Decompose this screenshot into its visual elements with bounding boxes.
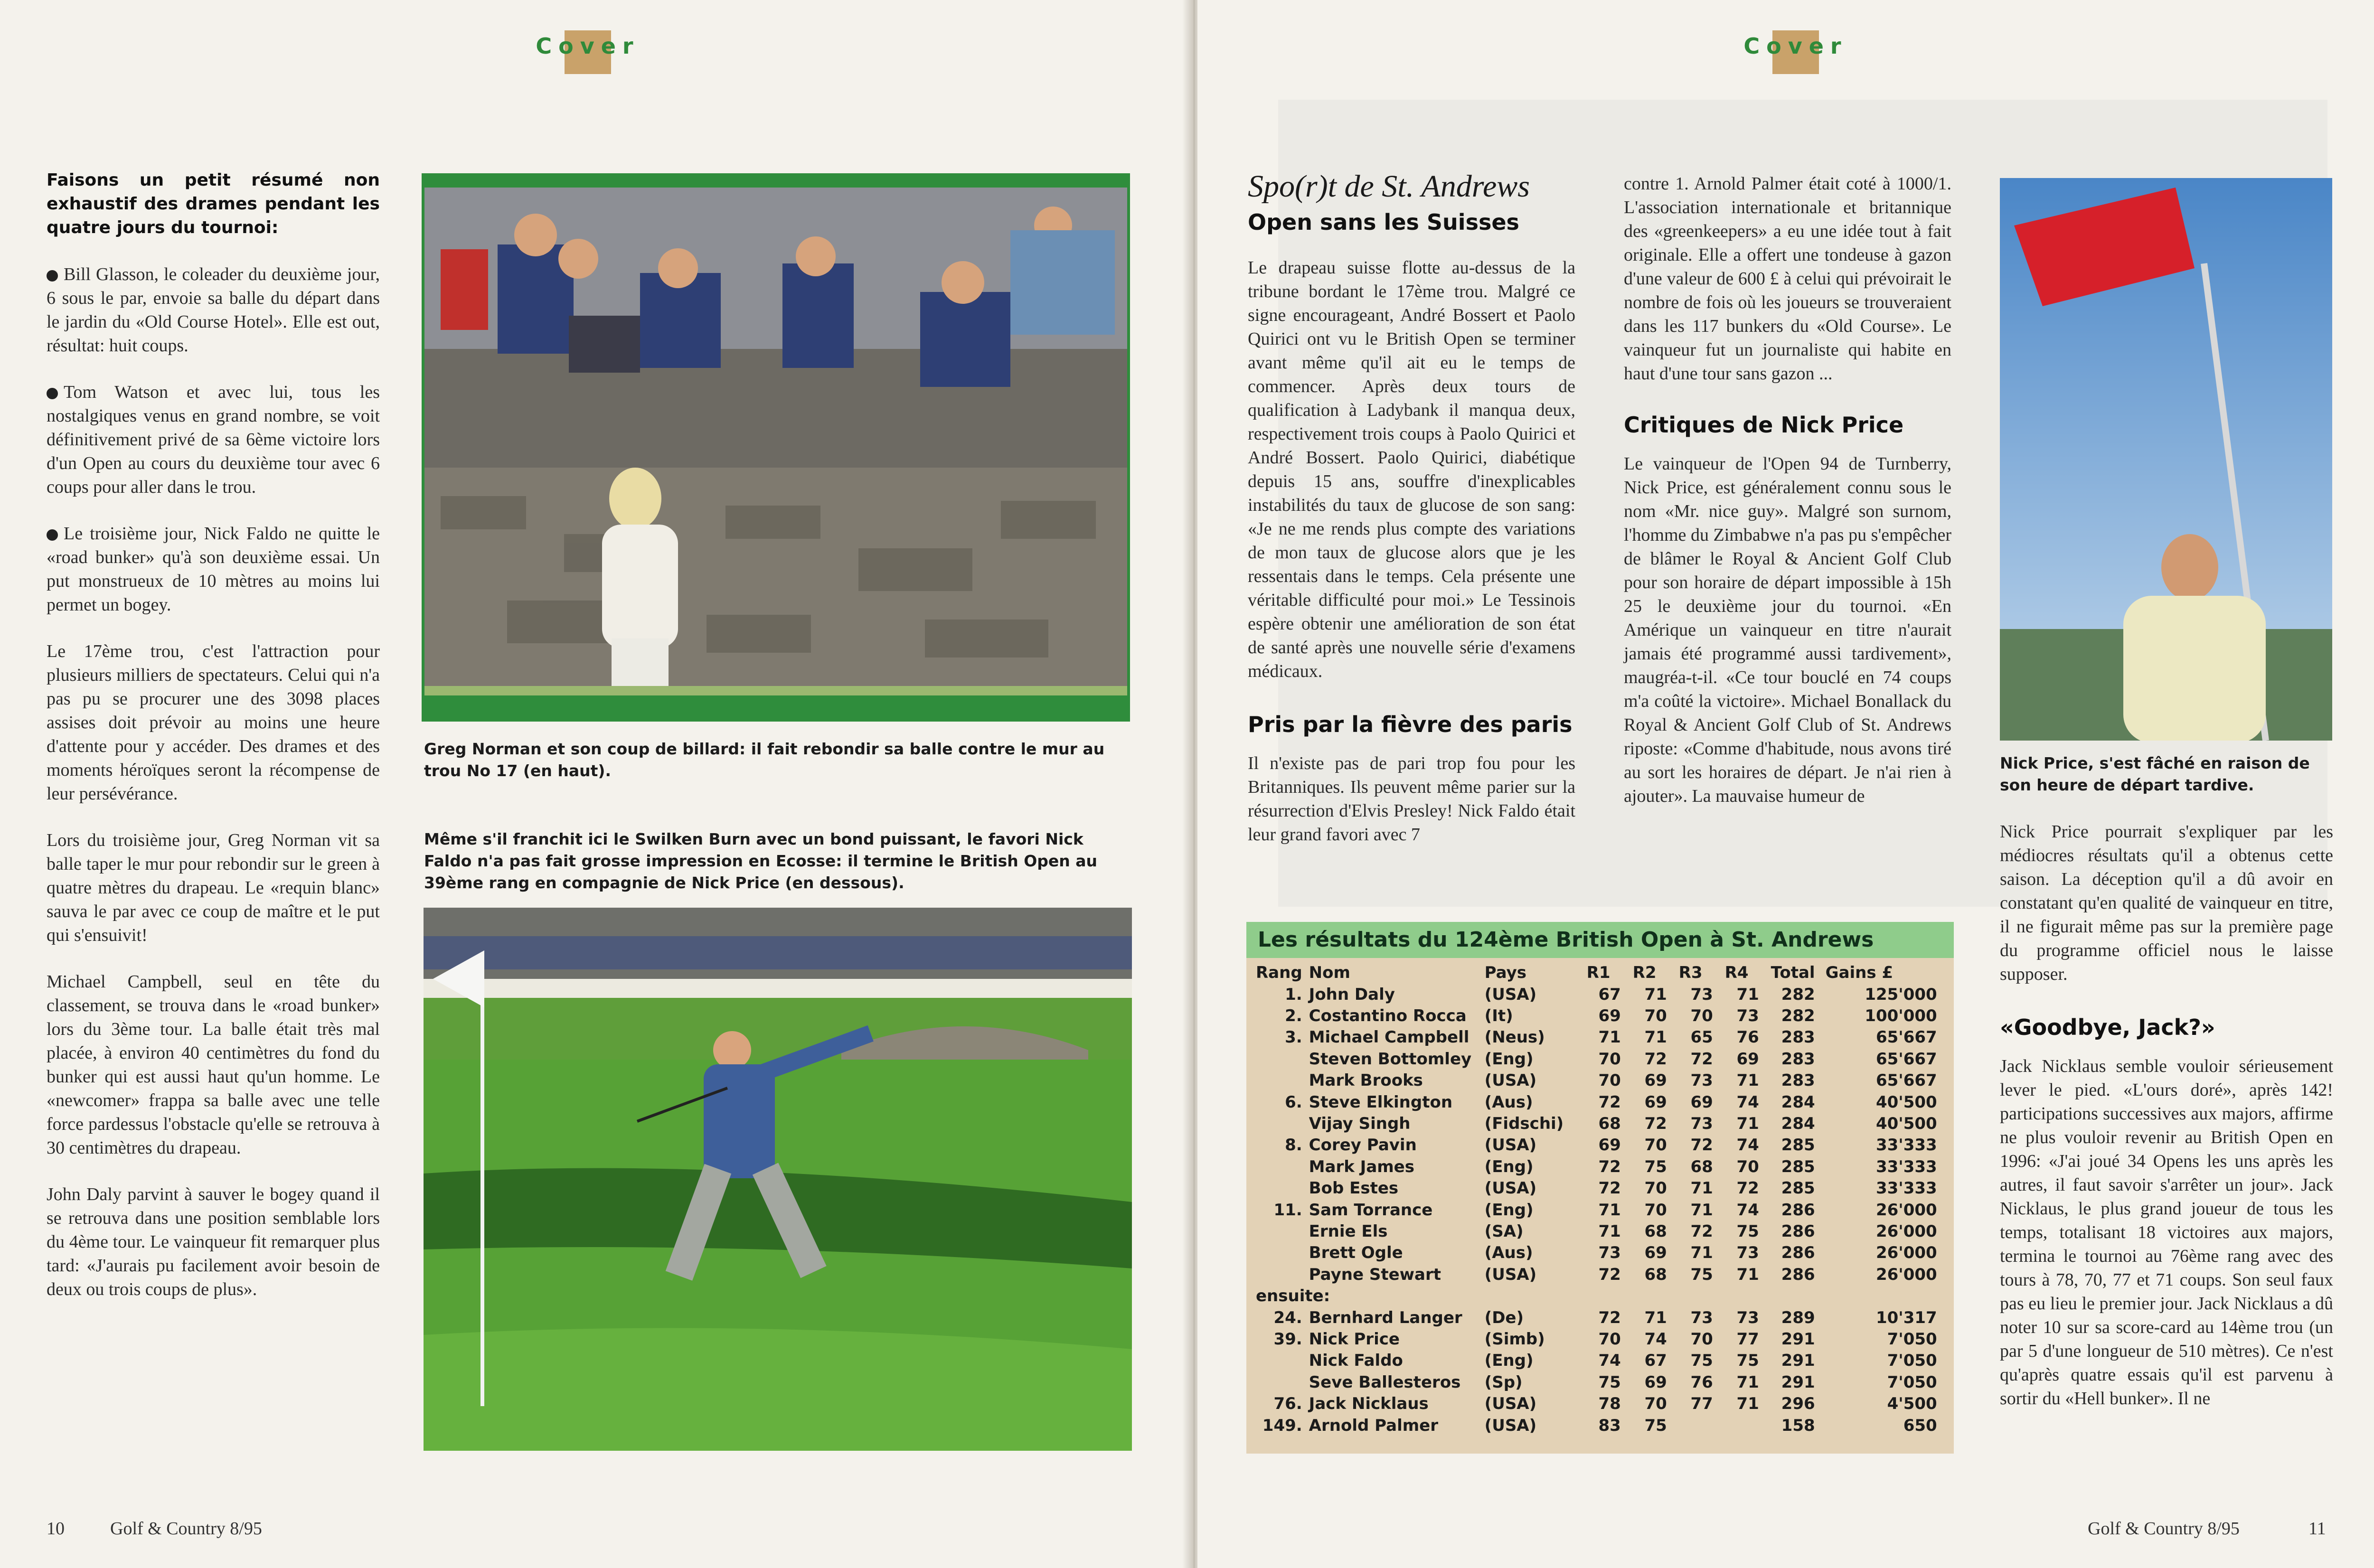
cell-r3: 75 bbox=[1690, 1351, 1713, 1371]
table-row bbox=[1256, 1371, 1937, 1393]
table-row bbox=[1256, 1156, 1937, 1177]
cell-rank: 149. bbox=[1262, 1416, 1302, 1435]
cell-r1: 72 bbox=[1598, 1179, 1621, 1198]
cell-r4: 74 bbox=[1736, 1200, 1759, 1220]
results-body bbox=[1256, 984, 1937, 1436]
cell-r4: 71 bbox=[1736, 1372, 1759, 1392]
body-paragraph: Le 17ème trou, c'est l'attraction pour plusieurs milliers de spectateurs. Celui qui n'a pas pu se procurer une des 3098 places assises doit prévoir au moins une heure d'attente pour y accéder. Des drames et des moments héroïques seront la récompense de leur persévérance. bbox=[47, 641, 380, 804]
cell-total: 284 bbox=[1781, 1092, 1815, 1112]
cell-rank bbox=[1256, 1350, 1309, 1371]
cell-r3: 68 bbox=[1690, 1157, 1713, 1176]
cell-r3: 73 bbox=[1690, 1071, 1713, 1090]
table-row bbox=[1256, 1070, 1937, 1091]
cell-total: 282 bbox=[1781, 985, 1815, 1004]
results-header-row bbox=[1256, 962, 1937, 984]
cell-country: (Aus) bbox=[1484, 1243, 1533, 1263]
cell-country: (Neus) bbox=[1484, 1028, 1545, 1047]
article-paragraph: Le vainqueur de l'Open 94 de Turnberry, Nick Price, est généralement connu sous le nom «Mr. nice guy». Malgré son surnom, l'homme du Zimbabwe n'a pas pu s'empêcher de blâmer le Royal & Ancient Golf Club pour son horaire de départ impossible à 15h 25 le deuxième jour du tournoi. «En Amérique un vainqueur en titre n'aurait jamais été programmé aussi tardivement», maugréa-t-il. «Ce tour bouclé en 74 coups m'a coûté la victoire». Michael Bonallack du Royal & Ancient Golf Club of St. Andrews riposte: «Comme d'habitude, nous avons tiré au sort les horaires de départ. Je n'ai rien à ajouter». La mauvaise humeur de bbox=[1624, 454, 1951, 806]
cell-country: (USA) bbox=[1484, 1394, 1537, 1414]
table-row bbox=[1256, 1048, 1937, 1070]
cell-r1: 71 bbox=[1598, 1200, 1621, 1220]
cell-country: (Fidschi) bbox=[1484, 1114, 1564, 1134]
cell-r3: 72 bbox=[1690, 1221, 1713, 1241]
cell-r4: 71 bbox=[1736, 1265, 1759, 1284]
cell-name: Arnold Palmer bbox=[1309, 1416, 1439, 1435]
cell-country: (Aus) bbox=[1484, 1092, 1533, 1112]
cell-total: 285 bbox=[1781, 1179, 1815, 1198]
cell-r4: 69 bbox=[1736, 1049, 1759, 1069]
cell-r2: 71 bbox=[1644, 1028, 1667, 1047]
page-number: 11 bbox=[2308, 1519, 2326, 1539]
cell-r2: 72 bbox=[1644, 1049, 1667, 1069]
results-title: Les résultats du 124ème British Open à St. Andrews bbox=[1246, 922, 1954, 958]
bullet-item: Tom Watson et avec lui, tous les nostalgiques venus en grand nombre, se voit définitivement privé de sa 6ème victoire lors d'un Open au cours du deuxième tour avec 6 coups pour aller dans le trou. bbox=[47, 382, 380, 497]
bullet-item: Bill Glasson, le coleader du deuxième jour, 6 sous le par, envoie sa balle du départ dans le jardin du «Old Course Hotel». Elle est out, résultat: huit coups. bbox=[47, 264, 380, 356]
cell-r2: 68 bbox=[1644, 1221, 1667, 1241]
cell-r2: 70 bbox=[1644, 1200, 1667, 1220]
cell-rank bbox=[1256, 1371, 1309, 1393]
cell-rank: 1. bbox=[1285, 985, 1302, 1004]
subheading-paris: Pris par la fièvre des paris bbox=[1248, 712, 1573, 737]
article-paragraph: Nick Price pourrait s'expliquer par les médiocres résultats qu'il a obtenus cette saison. La déception qu'il a dû avoir en constatant qu'en qualité de vainqueur en titre, il ne figurait même pas sur la première page du programme officiel nous le laisse supposer. bbox=[2000, 822, 2333, 984]
table-row bbox=[1256, 984, 1937, 1005]
magazine-footer: Golf & Country 8/95 bbox=[2088, 1519, 2240, 1539]
photo-nick-price bbox=[2000, 178, 2332, 741]
cell-country: (It) bbox=[1484, 1006, 1513, 1026]
cell-r4: 73 bbox=[1736, 1308, 1759, 1327]
cell-r1: 67 bbox=[1598, 985, 1621, 1004]
cell-name: Corey Pavin bbox=[1309, 1136, 1417, 1155]
cell-total: 296 bbox=[1781, 1394, 1815, 1414]
photo-nick-price-image bbox=[2000, 178, 2332, 741]
cell-gains: 100'000 bbox=[1865, 1006, 1937, 1026]
cell-name: Costantino Rocca bbox=[1309, 1006, 1467, 1026]
cell-r4 bbox=[1725, 1415, 1771, 1436]
table-row bbox=[1256, 1199, 1937, 1221]
cell-rank bbox=[1256, 1264, 1309, 1285]
cell-r2: 69 bbox=[1644, 1071, 1667, 1090]
cell-name: Nick Faldo bbox=[1309, 1351, 1403, 1371]
cell-r3: 71 bbox=[1690, 1243, 1713, 1263]
cell-name: Ernie Els bbox=[1309, 1221, 1388, 1241]
table-row bbox=[1256, 1242, 1937, 1264]
cell-gains: 65'667 bbox=[1875, 1049, 1937, 1069]
headline-sans: Open sans les Suisses bbox=[1248, 209, 1519, 235]
cell-r1: 70 bbox=[1598, 1071, 1621, 1090]
cell-r4: 74 bbox=[1736, 1136, 1759, 1155]
cell-country: (Eng) bbox=[1484, 1200, 1534, 1220]
cell-total: 285 bbox=[1781, 1136, 1815, 1155]
col-r3: R3 bbox=[1678, 963, 1703, 982]
table-row bbox=[1256, 1178, 1937, 1199]
section-label: ensuite: bbox=[1256, 1286, 1330, 1306]
cell-r4: 71 bbox=[1736, 1114, 1759, 1134]
cell-rank: 2. bbox=[1285, 1006, 1302, 1026]
cell-gains: 26'000 bbox=[1875, 1265, 1937, 1284]
cell-r3: 69 bbox=[1690, 1092, 1713, 1112]
cell-gains: 40'500 bbox=[1875, 1092, 1937, 1112]
cell-gains: 125'000 bbox=[1865, 985, 1937, 1004]
photo-nick-faldo bbox=[424, 908, 1132, 1451]
cell-r3: 73 bbox=[1690, 1308, 1713, 1327]
cell-r1: 72 bbox=[1598, 1157, 1621, 1176]
cell-r4: 71 bbox=[1736, 985, 1759, 1004]
caption-greg-norman: Greg Norman et son coup de billard: il fait rebondir sa balle contre le mur au trou No 17 (en haut). bbox=[424, 740, 1105, 780]
cell-r2: 71 bbox=[1644, 1308, 1667, 1327]
cell-r4: 77 bbox=[1736, 1329, 1759, 1349]
cell-r1: 73 bbox=[1598, 1243, 1621, 1263]
headline-serif: Spo(r)t de St. Andrews bbox=[1248, 169, 1530, 204]
cell-r1: 78 bbox=[1598, 1394, 1621, 1414]
cell-r4: 71 bbox=[1736, 1394, 1759, 1414]
cell-country: (Eng) bbox=[1484, 1049, 1534, 1069]
photo-greg-norman-image bbox=[422, 173, 1130, 722]
cell-country: (SA) bbox=[1484, 1221, 1524, 1241]
cell-total: 291 bbox=[1781, 1329, 1815, 1349]
cell-name: Vijay Singh bbox=[1309, 1114, 1411, 1134]
cell-r2: 68 bbox=[1644, 1265, 1667, 1284]
photo-nick-faldo-image bbox=[424, 908, 1132, 1451]
cell-name: Seve Ballesteros bbox=[1309, 1372, 1461, 1392]
cell-total: 291 bbox=[1781, 1372, 1815, 1392]
cell-country: (Simb) bbox=[1484, 1329, 1545, 1349]
bullet-icon bbox=[47, 270, 58, 282]
cell-r3: 73 bbox=[1690, 1114, 1713, 1134]
cell-rank bbox=[1256, 1156, 1309, 1177]
table-row bbox=[1256, 1393, 1937, 1414]
cell-rank bbox=[1256, 1113, 1309, 1134]
cell-country: (USA) bbox=[1484, 1416, 1537, 1435]
right-column-1 bbox=[1248, 169, 1575, 846]
cell-r3: 70 bbox=[1690, 1006, 1713, 1026]
cell-r1: 70 bbox=[1598, 1049, 1621, 1069]
article-paragraph: Jack Nicklaus semble vouloir sérieusement lever le pied. «L'ours doré», après 142! participations successives aux majors, affirme ne plus vouloir revenir au British Open en 1996: «J'ai joué 34 Opens les uns après les autres, il faut savoir s'arrêter un jour». Jack Nicklaus, le plus grand joueur de tous les temps, totalisant 18 victoires aux majors, termina le tournoi au 76ème rang avec des tours à 78, 70, 77 et 71 coups. Son seul faux pas eu lieu le premier jour. Jack Nicklaus a dû noter 10 sur sa score-card au 14ème trou (un par 5 d'une longueur de 510 mètres). Ce n'est qu'après quatre essais qu'il est parvenu à sortir du «Hell bunker». Il ne bbox=[2000, 1056, 2333, 1408]
col-name: Nom bbox=[1309, 963, 1350, 982]
right-column-3 bbox=[2000, 752, 2333, 1410]
cell-r3: 72 bbox=[1690, 1049, 1713, 1069]
table-row bbox=[1256, 1221, 1937, 1242]
cell-gains: 26'000 bbox=[1875, 1243, 1937, 1263]
cell-r3: 76 bbox=[1690, 1372, 1713, 1392]
table-row bbox=[1256, 1027, 1937, 1048]
cell-total: 286 bbox=[1781, 1221, 1815, 1241]
cell-r2: 69 bbox=[1644, 1372, 1667, 1392]
cell-gains: 33'333 bbox=[1875, 1136, 1937, 1155]
cell-rank: 8. bbox=[1285, 1136, 1302, 1155]
cell-r3: 71 bbox=[1690, 1179, 1713, 1198]
cell-name: Michael Campbell bbox=[1309, 1028, 1470, 1047]
table-row bbox=[1256, 1415, 1937, 1436]
cell-total: 158 bbox=[1781, 1416, 1815, 1435]
cell-r2: 70 bbox=[1644, 1394, 1667, 1414]
cell-r4: 75 bbox=[1736, 1221, 1759, 1241]
cell-name: Mark Brooks bbox=[1309, 1071, 1423, 1090]
cell-r2: 67 bbox=[1644, 1351, 1667, 1371]
cell-rank: 6. bbox=[1285, 1092, 1302, 1112]
col-total: Total bbox=[1771, 963, 1815, 982]
table-row bbox=[1256, 1328, 1937, 1350]
cell-total: 291 bbox=[1781, 1351, 1815, 1371]
table-row bbox=[1256, 1135, 1937, 1156]
table-row bbox=[1256, 1350, 1937, 1371]
cell-r2: 70 bbox=[1644, 1179, 1667, 1198]
cell-r4: 75 bbox=[1736, 1351, 1759, 1371]
cell-name: John Daly bbox=[1309, 985, 1395, 1004]
magazine-footer: Golf & Country 8/95 bbox=[110, 1519, 262, 1539]
cell-name: Jack Nicklaus bbox=[1309, 1394, 1429, 1414]
cell-r1: 71 bbox=[1598, 1221, 1621, 1241]
cell-r3 bbox=[1679, 1415, 1725, 1436]
cell-gains: 7'050 bbox=[1887, 1372, 1937, 1392]
col-r1: R1 bbox=[1586, 963, 1611, 982]
cell-r3: 70 bbox=[1690, 1329, 1713, 1349]
cell-r1: 69 bbox=[1598, 1136, 1621, 1155]
table-row bbox=[1256, 1091, 1937, 1113]
cell-r1: 70 bbox=[1598, 1329, 1621, 1349]
cell-name: Brett Ogle bbox=[1309, 1243, 1403, 1263]
cell-country: (USA) bbox=[1484, 1179, 1537, 1198]
cell-name: Bob Estes bbox=[1309, 1179, 1399, 1198]
photo-greg-norman bbox=[422, 173, 1130, 722]
cell-r2: 72 bbox=[1644, 1114, 1667, 1134]
cell-r1: 72 bbox=[1598, 1265, 1621, 1284]
cell-r3: 65 bbox=[1690, 1028, 1713, 1047]
cell-total: 286 bbox=[1781, 1265, 1815, 1284]
cell-rank bbox=[1256, 1178, 1309, 1199]
cell-rank: 39. bbox=[1273, 1329, 1302, 1349]
cell-r1: 74 bbox=[1598, 1351, 1621, 1371]
section-kicker: Cover bbox=[526, 33, 650, 59]
cell-r3: 75 bbox=[1690, 1265, 1713, 1284]
cell-r3: 71 bbox=[1690, 1200, 1713, 1220]
cell-r3: 77 bbox=[1690, 1394, 1713, 1414]
cell-r4: 73 bbox=[1736, 1006, 1759, 1026]
cell-r1: 71 bbox=[1598, 1028, 1621, 1047]
cell-r1: 69 bbox=[1598, 1006, 1621, 1026]
cell-total: 283 bbox=[1781, 1049, 1815, 1069]
cell-r2: 70 bbox=[1644, 1136, 1667, 1155]
cell-gains: 650 bbox=[1903, 1416, 1937, 1435]
cell-r1: 68 bbox=[1598, 1114, 1621, 1134]
cell-r3: 73 bbox=[1690, 985, 1713, 1004]
cell-total: 286 bbox=[1781, 1243, 1815, 1263]
table-row bbox=[1256, 1285, 1937, 1306]
cell-country: (Eng) bbox=[1484, 1157, 1534, 1176]
cell-r4: 74 bbox=[1736, 1092, 1759, 1112]
cell-gains: 7'050 bbox=[1887, 1351, 1937, 1371]
cell-rank: 11. bbox=[1273, 1200, 1302, 1220]
cell-total: 285 bbox=[1781, 1157, 1815, 1176]
cell-r3: 72 bbox=[1690, 1136, 1713, 1155]
bullet-icon bbox=[47, 529, 58, 541]
cell-rank bbox=[1256, 1048, 1309, 1070]
cell-r2: 74 bbox=[1644, 1329, 1667, 1349]
cell-gains: 26'000 bbox=[1875, 1200, 1937, 1220]
subheading-price: Critiques de Nick Price bbox=[1624, 412, 1904, 438]
cell-rank bbox=[1256, 1221, 1309, 1242]
table-row bbox=[1256, 1307, 1937, 1328]
cell-country: (USA) bbox=[1484, 1071, 1537, 1090]
cell-gains: 33'333 bbox=[1875, 1157, 1937, 1176]
cell-gains: 7'050 bbox=[1887, 1329, 1937, 1349]
col-country: Pays bbox=[1484, 963, 1526, 982]
cell-name: Steve Elkington bbox=[1309, 1092, 1453, 1112]
col-r4: R4 bbox=[1724, 963, 1749, 982]
cell-gains: 4'500 bbox=[1887, 1394, 1937, 1414]
cell-name: Steven Bottomley bbox=[1309, 1049, 1472, 1069]
body-paragraph: Lors du troisième jour, Greg Norman vit sa balle taper le mur pour rebondir sur le green à quatre mètres du drapeau. Le «requin blanc» sauva le par avec ce coup de maître et le put qui s'ensuivit! bbox=[47, 830, 380, 945]
cell-country: (Eng) bbox=[1484, 1351, 1534, 1371]
cell-gains: 10'317 bbox=[1875, 1308, 1937, 1327]
cell-r2: 70 bbox=[1644, 1006, 1667, 1026]
cell-r2: 71 bbox=[1644, 985, 1667, 1004]
cell-r4: 76 bbox=[1736, 1028, 1759, 1047]
cell-r4: 70 bbox=[1736, 1157, 1759, 1176]
cell-name: Bernhard Langer bbox=[1309, 1308, 1462, 1327]
caption-nick-faldo: Même s'il franchit ici le Swilken Burn avec un bond puissant, le favori Nick Faldo n'a pas fait grosse impression en Ecosse: il termine le British Open au 39ème rang en compagnie de Nick Price (en dessous). bbox=[424, 830, 1098, 892]
table-row bbox=[1256, 1264, 1937, 1285]
cell-rank bbox=[1256, 1070, 1309, 1091]
cell-name: Nick Price bbox=[1309, 1329, 1400, 1349]
article-paragraph: Il n'existe pas de pari trop fou pour les Britanniques. Ils peuvent même parier sur la résurrection d'Elvis Presley! Nick Faldo était leur grand favori avec 7 bbox=[1248, 753, 1575, 845]
left-text-column bbox=[47, 169, 380, 1324]
cell-rank: 3. bbox=[1285, 1028, 1302, 1047]
cell-total: 284 bbox=[1781, 1114, 1815, 1134]
cell-rank: 24. bbox=[1273, 1308, 1302, 1327]
cell-r1: 83 bbox=[1598, 1416, 1621, 1435]
bullet-icon bbox=[47, 388, 58, 399]
cell-country: (USA) bbox=[1484, 1136, 1537, 1155]
cell-gains: 33'333 bbox=[1875, 1179, 1937, 1198]
body-paragraph: John Daly parvint à sauver le bogey quand il se retrouva dans une position semblable lors du 4ème tour. Le vainqueur fit remarquer plus tard: «J'aurais pu facilement avoir besoin de deux ou trois coups de plus». bbox=[47, 1184, 380, 1299]
article-paragraph: Le drapeau suisse flotte au-dessus de la tribune bordant le 17ème trou. Malgré ce signe encourageant, André Bossert et Paolo Quirici ont vu le British Open se terminer avant même qu'il ait eu le temps de commencer. Après deux tours de qualification à Ladybank il manqua deux, respectivement trois coups à Paolo Quirici et André Bossert. Paolo Quirici, diabétique depuis 15 ans, souffre d'inexplicables instabilités du taux de glucose de son sang: «Je ne me rends plus compte des variations de mon taux de glucose alors que je les ressentais dans le temps. Cela présente une véritable difficulté pour moi.» Le Tessinois espère obtenir une amélioration de son état de santé après une nouvelle série d'examens médicaux. bbox=[1248, 258, 1575, 681]
col-rank: Rang bbox=[1256, 963, 1302, 982]
cell-r2: 75 bbox=[1644, 1157, 1667, 1176]
cell-name: Mark James bbox=[1309, 1157, 1414, 1176]
subheading-jack: «Goodbye, Jack?» bbox=[2000, 1014, 2215, 1040]
cell-r1: 75 bbox=[1598, 1372, 1621, 1392]
results-table-box bbox=[1246, 922, 1954, 1454]
cell-name: Sam Torrance bbox=[1309, 1200, 1433, 1220]
cell-total: 286 bbox=[1781, 1200, 1815, 1220]
article-paragraph: contre 1. Arnold Palmer était coté à 1000/1. L'association internationale et britannique des «greenkeepers» a eu une idée tout à fait originale. Elle a offert une tondeuse à gazon d'une valeur de 600 £ à celui qui prévoirait le nombre de fois où les joueurs se trouveraient dans les 117 bunkers du «Old Course». Le vainqueur fut un journaliste qui habite en haut d'une tour sans gazon ... bbox=[1624, 174, 1951, 384]
cell-r4: 71 bbox=[1736, 1071, 1759, 1090]
cell-total: 283 bbox=[1781, 1028, 1815, 1047]
cell-gains: 65'667 bbox=[1875, 1071, 1937, 1090]
body-paragraph: Michael Campbell, seul en tête du classement, se trouva dans le «road bunker» lors du 3ème tour. La balle était très mal placée, à environ 40 centimètres du fond du bunker qui est aussi haut qu'un homme. Le «newcomer» frappa sa balle avec une telle force pardessus l'obstacle qu'elle se retrouva à 30 centimètres du drapeau. bbox=[47, 972, 380, 1158]
bullet-item: Le troisième jour, Nick Faldo ne quitte le «road bunker» qu'à son deuxième essai. Un put monstrueux de 10 mètres au moins lui permet un bogey. bbox=[47, 524, 380, 615]
right-column-2 bbox=[1624, 172, 1951, 808]
intro-paragraph: Faisons un petit résumé non exhaustif des drames pendant les quatre jours du tournoi: bbox=[47, 170, 380, 237]
cell-rank: 76. bbox=[1273, 1394, 1302, 1414]
cell-r2: 69 bbox=[1644, 1243, 1667, 1263]
cell-country: (USA) bbox=[1484, 985, 1537, 1004]
cell-r2: 69 bbox=[1644, 1092, 1667, 1112]
cell-total: 289 bbox=[1781, 1308, 1815, 1327]
page-number: 10 bbox=[47, 1519, 65, 1539]
cell-gains: 40'500 bbox=[1875, 1114, 1937, 1134]
cell-country: (De) bbox=[1484, 1308, 1524, 1327]
cell-country: (Sp) bbox=[1484, 1372, 1523, 1392]
caption-nick-price: Nick Price, s'est fâché en raison de son heure de départ tardive. bbox=[2000, 754, 2310, 794]
table-row bbox=[1256, 1005, 1937, 1026]
cell-gains: 26'000 bbox=[1875, 1221, 1937, 1241]
cell-name: Payne Stewart bbox=[1309, 1265, 1441, 1284]
section-kicker: Cover bbox=[1734, 33, 1857, 59]
results-table bbox=[1256, 962, 1937, 1436]
cell-r4: 73 bbox=[1736, 1243, 1759, 1263]
cell-total: 283 bbox=[1781, 1071, 1815, 1090]
col-r2: R2 bbox=[1632, 963, 1657, 982]
cell-total: 282 bbox=[1781, 1006, 1815, 1026]
cell-r1: 72 bbox=[1598, 1308, 1621, 1327]
table-row bbox=[1256, 1113, 1937, 1134]
cell-r2: 75 bbox=[1644, 1416, 1667, 1435]
col-gains: Gains £ bbox=[1825, 963, 1894, 982]
cell-r4: 72 bbox=[1736, 1179, 1759, 1198]
cell-gains: 65'667 bbox=[1875, 1028, 1937, 1047]
cell-country: (USA) bbox=[1484, 1265, 1537, 1284]
cell-r1: 72 bbox=[1598, 1092, 1621, 1112]
cell-rank bbox=[1256, 1242, 1309, 1264]
